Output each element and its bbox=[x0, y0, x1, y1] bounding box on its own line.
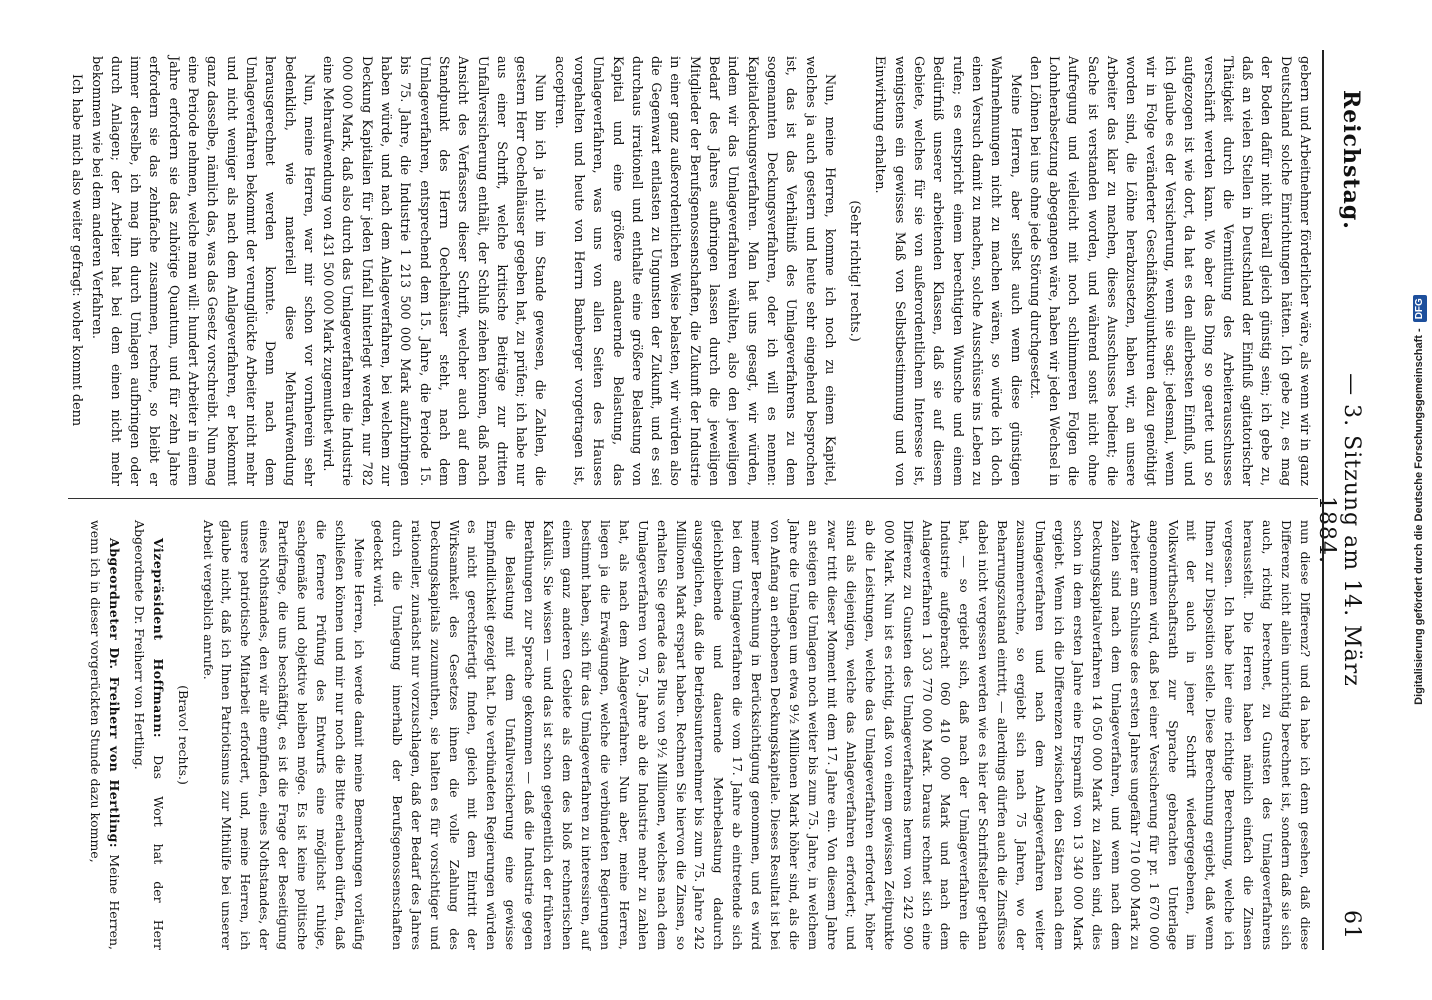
interjection: (Sehr richtig! rechts.) bbox=[847, 200, 863, 342]
paragraph: Nun, meine Herren, war mir schon vor vornherein sehr bedenklich, wie materiell diese Mehraufwendung herausgerechnet werden konnte. Denn nach dem Umlageverfahren bekommt der verunglückte Arbeiter nicht mehr und nicht weniger als nach dem Anlageverfahren, er bekommt ganz dasselbe, nämlich das, was das Gesetz vorschreibt. Nun mag eine Periode nehmen, welche man will: hundert Arbeiter in einem Jahre erfordern sie das zuhörige Quantum, und für zehn Jahre erfordern sie das zehnfache zusammen, rechne, so bleibt er immer derselbe, ich mag ihn durch Umlagen aufbringen oder durch Anlagen; der Arbeiter hat bei dem einen nicht mehr bekommen wie bei dem anderen Verfahren. bbox=[88, 56, 316, 486]
column-divider bbox=[68, 498, 1318, 499]
speaker-name: Abgeordneter Dr. Freiherr von Hertling: bbox=[106, 538, 122, 849]
paragraph: nun diese Differenz? und da habe ich denn gesehen, daß diese Differenz nicht allein unrichtig berechnet ist, sondern daß sie sich auch, richtig berechnet, zu Gunsten des Umlageverfahrens herausstellt. Die Herren haben nämlich einfach die Zinsen vergessen. Ich habe hier eine richtige Berechnung, welche ich Ihnen zur Disposition stelle. Diese Berechnung ergiebt, daß wenn mit der auch in jener Schrift wiedergegebenen, im Volkswirthschaftsrath zur Sprache gebrachten Unterlage angenommen wird, daß bei einer Versicherung für pr. 1 670 000 Arbeiter am Schlusse des ersten Jahres ungefähr 710 000 Mark zu zahlen sind nach dem Umlageverfahren, und wenn nach dem Deckungskapitalverfahren 14 050 000 Mark zu zahlen sind, dies schon in dem ersten Jahre eine Ersparniß von 13 340 000 Mark ergiebt. Wenn ich die Differenzen zwischen den Sätzen nach dem Umlageverfahren und nach dem Anlageverfahren weiter zusammenrechne, so ergiebt sich nach 75 Jahren, wo der Beharrungszustand eintritt, — allerdings dürfen auch die Zinsfüsse dabei nicht vergessen werden wie es hier der Schriftsteller gethan hat, — so ergiebt sich, daß nach der Umlageverfahren die Industrie aufgebracht 060 410 000 Mark und nach dem Anlageverfahren 1 303 770 000 Mark. Daraus rechnet sich eine Differenz zu Gunsten des Umlageverfahrens herum von 242 900 000 Mark. Nun ist es richtig, daß von einem gewissen Zeitpunkte ab die Leistungen, welche das Umlageverfahren erfordert, höher sind als diejenigen, welche das Anlageverfahren erfordert; und zwar tritt dieser Moment mit dem 17. Jahre ein. Von diesem Jahre an steigen die Umlagen noch weiter bis zum 75. Jahre, in welchem Jahre die Umlagen um etwa 9½ Millionen Mark höher sind, als die von Anfang an erhobenen Deckungskapitale. Dieses Resultat ist bei meiner Berechnung in Berücksichtigung genommen, und es wird bei dem Umlageverfahren die vom 17. Jahre ab eintretende sich gleichbleibende und dauernde Mehrbelastung dadurch ausgeglichen, daß die Betriebsunternehmer bis zum 75. Jahre 242 Millionen Mark erspart haben. Rechnen Sie hiervon die Zinsen, so erhalten Sie gerade das Plus von 9½ Millionen, welches nach dem Umlageverfahren von 75. Jahre ab die Industrie mehr zu zahlen hat, als nach dem Anlageverfahren. Nun aber, meine Herren, liegen ja die Erwägungen, welche die verbündeten Regierungen bestimmt haben, sich für das Umlageverfahren zu interessiren, auf einem ganz anderen Gebiete als dem des bloß rechnerischen Kalküls. Sie wissen — und das ist schon gelegentlich der früheren Berathungen zur Sprache gekommen — daß die Industrie gegen die Belastung mit dem Unfallversicherung eine gewisse Empfindlichkeit gezeigt hat. Die verbündeten Regierungen würden es nicht gerechtfertigt finden, gleich mit dem Eintritt der Wirksamkeit des Gesetzes ihnen die volle Zahlung des Deckungskapitals zuzumuthen, sie halten es für vorsichtiger und rationeller, zunächst nur vorzuschlagen, daß der Bedarf des Jahres durch die Umlegung innerhalb der Berufsgenossenschaften gedeckt wird. bbox=[370, 520, 1313, 950]
dfg-logo: DFG bbox=[1413, 295, 1427, 322]
paragraph: Meine Herren, ich werde damit meine Bemerkungen vorläufig schließen können und mir nur noch die Bitte erlauben dürfen, daß die fernere Prüfung des Entwurfs eine möglichst ruhige, sachgemäße und objektive bleiben möge. Es ist keine politische Parteifrage, die uns beschäftigt, es ist die Frage der Beseitigung eines Nothstandes, den wir alle empfinden, eines Nothstandes, der unsere patriotische Mitarbeit erfordert, und, meine Herren, ich glaube nicht, daß ich Ihnen Patriotismus zur Mithülfe bei unserer Arbeit vergeblich anrufe. bbox=[200, 520, 367, 950]
speaker-paragraph bbox=[129, 520, 167, 950]
document-page bbox=[48, 20, 1378, 980]
paragraph: Nun, meine Herren, komme ich noch zu einem Kapitel, welches ja auch gestern und heute sehr eingehend besprochen ist, das ist das Verhältniß des Umlageverfahrens zu dem sogenannten Deckungsverfahren, oder ich will es nennen: Kapitaldeckungsverfahren. Man hat uns gesagt, wir würden, indem wir das Umlageverfahren wählten, also den jeweiligen Bedarf des Jahres aufbringen lassen durch die jeweiligen Mitglieder der Berufsgenossenschaften, die Zukunft der Industrie in einer ganz außerordentlichen Weise belasten, wir würden also die Gegenwart entlasten zu Ungunsten der Zukunft, und es sei durchaus irrationell und enthalte eine größere Belastung von Kapital und eine größere andauernde Belastung, das Umlageverfahren, was uns von allen Seiten des Hauses vorgehalten und heute von Herrn Bamberger vorgetragen ist, acceptiren. bbox=[551, 56, 837, 486]
speaker-text: Das Wort hat der Herr Abgeordnete Dr. Freiherr von Hertling. bbox=[131, 520, 166, 950]
page-header bbox=[1314, 50, 1370, 950]
speaker-name: Vizepräsident Hoffmann: bbox=[150, 538, 166, 739]
header-center: — 3. Sitzung am 14. März 1884. bbox=[1314, 373, 1364, 687]
page-number: 61 bbox=[1339, 910, 1364, 940]
left-column bbox=[67, 56, 1314, 486]
paragraph: Nun bin ich ja nicht im Stande gewesen, die Zahlen, die gestern Herr Oechelhäuser gegeben hat, zu prüfen; ich habe nur aus einer Schrift, welche kritische Beiträge zur dritten Unfallversicherung enthält, der Schluß ziehen können, daß nach Ansicht des Verfassers dieser Schrift, welcher auch auf dem Standpunkt des Herrn Oechelhäuser steht, nach dem Umlageverfahren, entsprechend dem 15. Jahre, die Periode 15. bis 75. Jahre, die Industrie 1 213 500 000 Mark aufzubringen haben würde, und nach dem Anlageverfahren, bei welchem zur Deckung Kapitalien für jeden Unfall hinterlegt werden, nur 782 000 000 Mark, daß also durch das Umlageverfahren die Industrie eine Mehraufwendung von 431 500 000 Mark zugemuthet wird. bbox=[320, 56, 548, 486]
digitization-credit bbox=[1412, 40, 1427, 960]
speaker-paragraph bbox=[85, 520, 123, 950]
speaker-text: Meine Herren, wenn ich in dieser vorgerückten Stunde dazu komme, bbox=[87, 520, 122, 950]
interjection: (Bravo! rechts.) bbox=[175, 685, 191, 785]
paragraph: Ich habe mich also weiter gefragt: woher kommt denn bbox=[69, 74, 85, 427]
header-rule bbox=[1322, 50, 1324, 950]
paragraph: gebern und Arbeitnehmer förderlicher wäre, als wenn wir in ganz Deutschland solche Einrichtungen hätten. Ich gebe zu, es mag der Boden dafür nicht überall gleich günstig sein; ich gebe zu, daß an vielen Stellen in Deutschland der Einfluß agitatorischer Thätigkeit durch die Vermittlung des Arbeiterausschusses verschärft werden kann. Wo aber das Ding so geartet und so aufgezogen ist wie dort, da hat es den allerbesten Einfluß, und ich glaube es der Versicherung, wenn sie sagt: jedesmal, wenn wir in Folge veränderter Geschäftskonjunkturen dazu genöthigt worden sind, die Löhne herabzusetzen, haben wir, an unsere Arbeiter das klar zu machen, dieses Ausschusses bedient; die Sache ist verstanden worden, und während sonst nicht ohne Aufregung und vielleicht mit noch schlimmeren Folgen die Lohnherabsetzung abgegangen wäre, haben wir jeden Wechsel in den Löhnen bei uns ohne jede Störung durchgesetzt. bbox=[1026, 56, 1312, 486]
header-left: Reichstag. bbox=[1338, 90, 1364, 230]
right-column bbox=[85, 520, 1314, 950]
paragraph: Meine Herren, aber selbst auch wenn diese günstigen Wahrnehmungen nicht zu machen wären, so würde ich doch einen Versuch damit zu machen, solche Ausschüsse ins Leben zu rufen; es entspricht einem berechtigten Wunsche und einem Bedürfniß unserer arbeitenden Klassen, daß sie auf diesem Gebiete, welches für sie von außerordentlichem Interesse ist, wenigstens ein gewisses Maß von Selbstbestimmung und von Einwirkung erhalten. bbox=[872, 56, 1023, 486]
credit-text: Digitalisierung gefördert durch die Deutsche Forschungsgemeinschaft - bbox=[1413, 328, 1425, 705]
